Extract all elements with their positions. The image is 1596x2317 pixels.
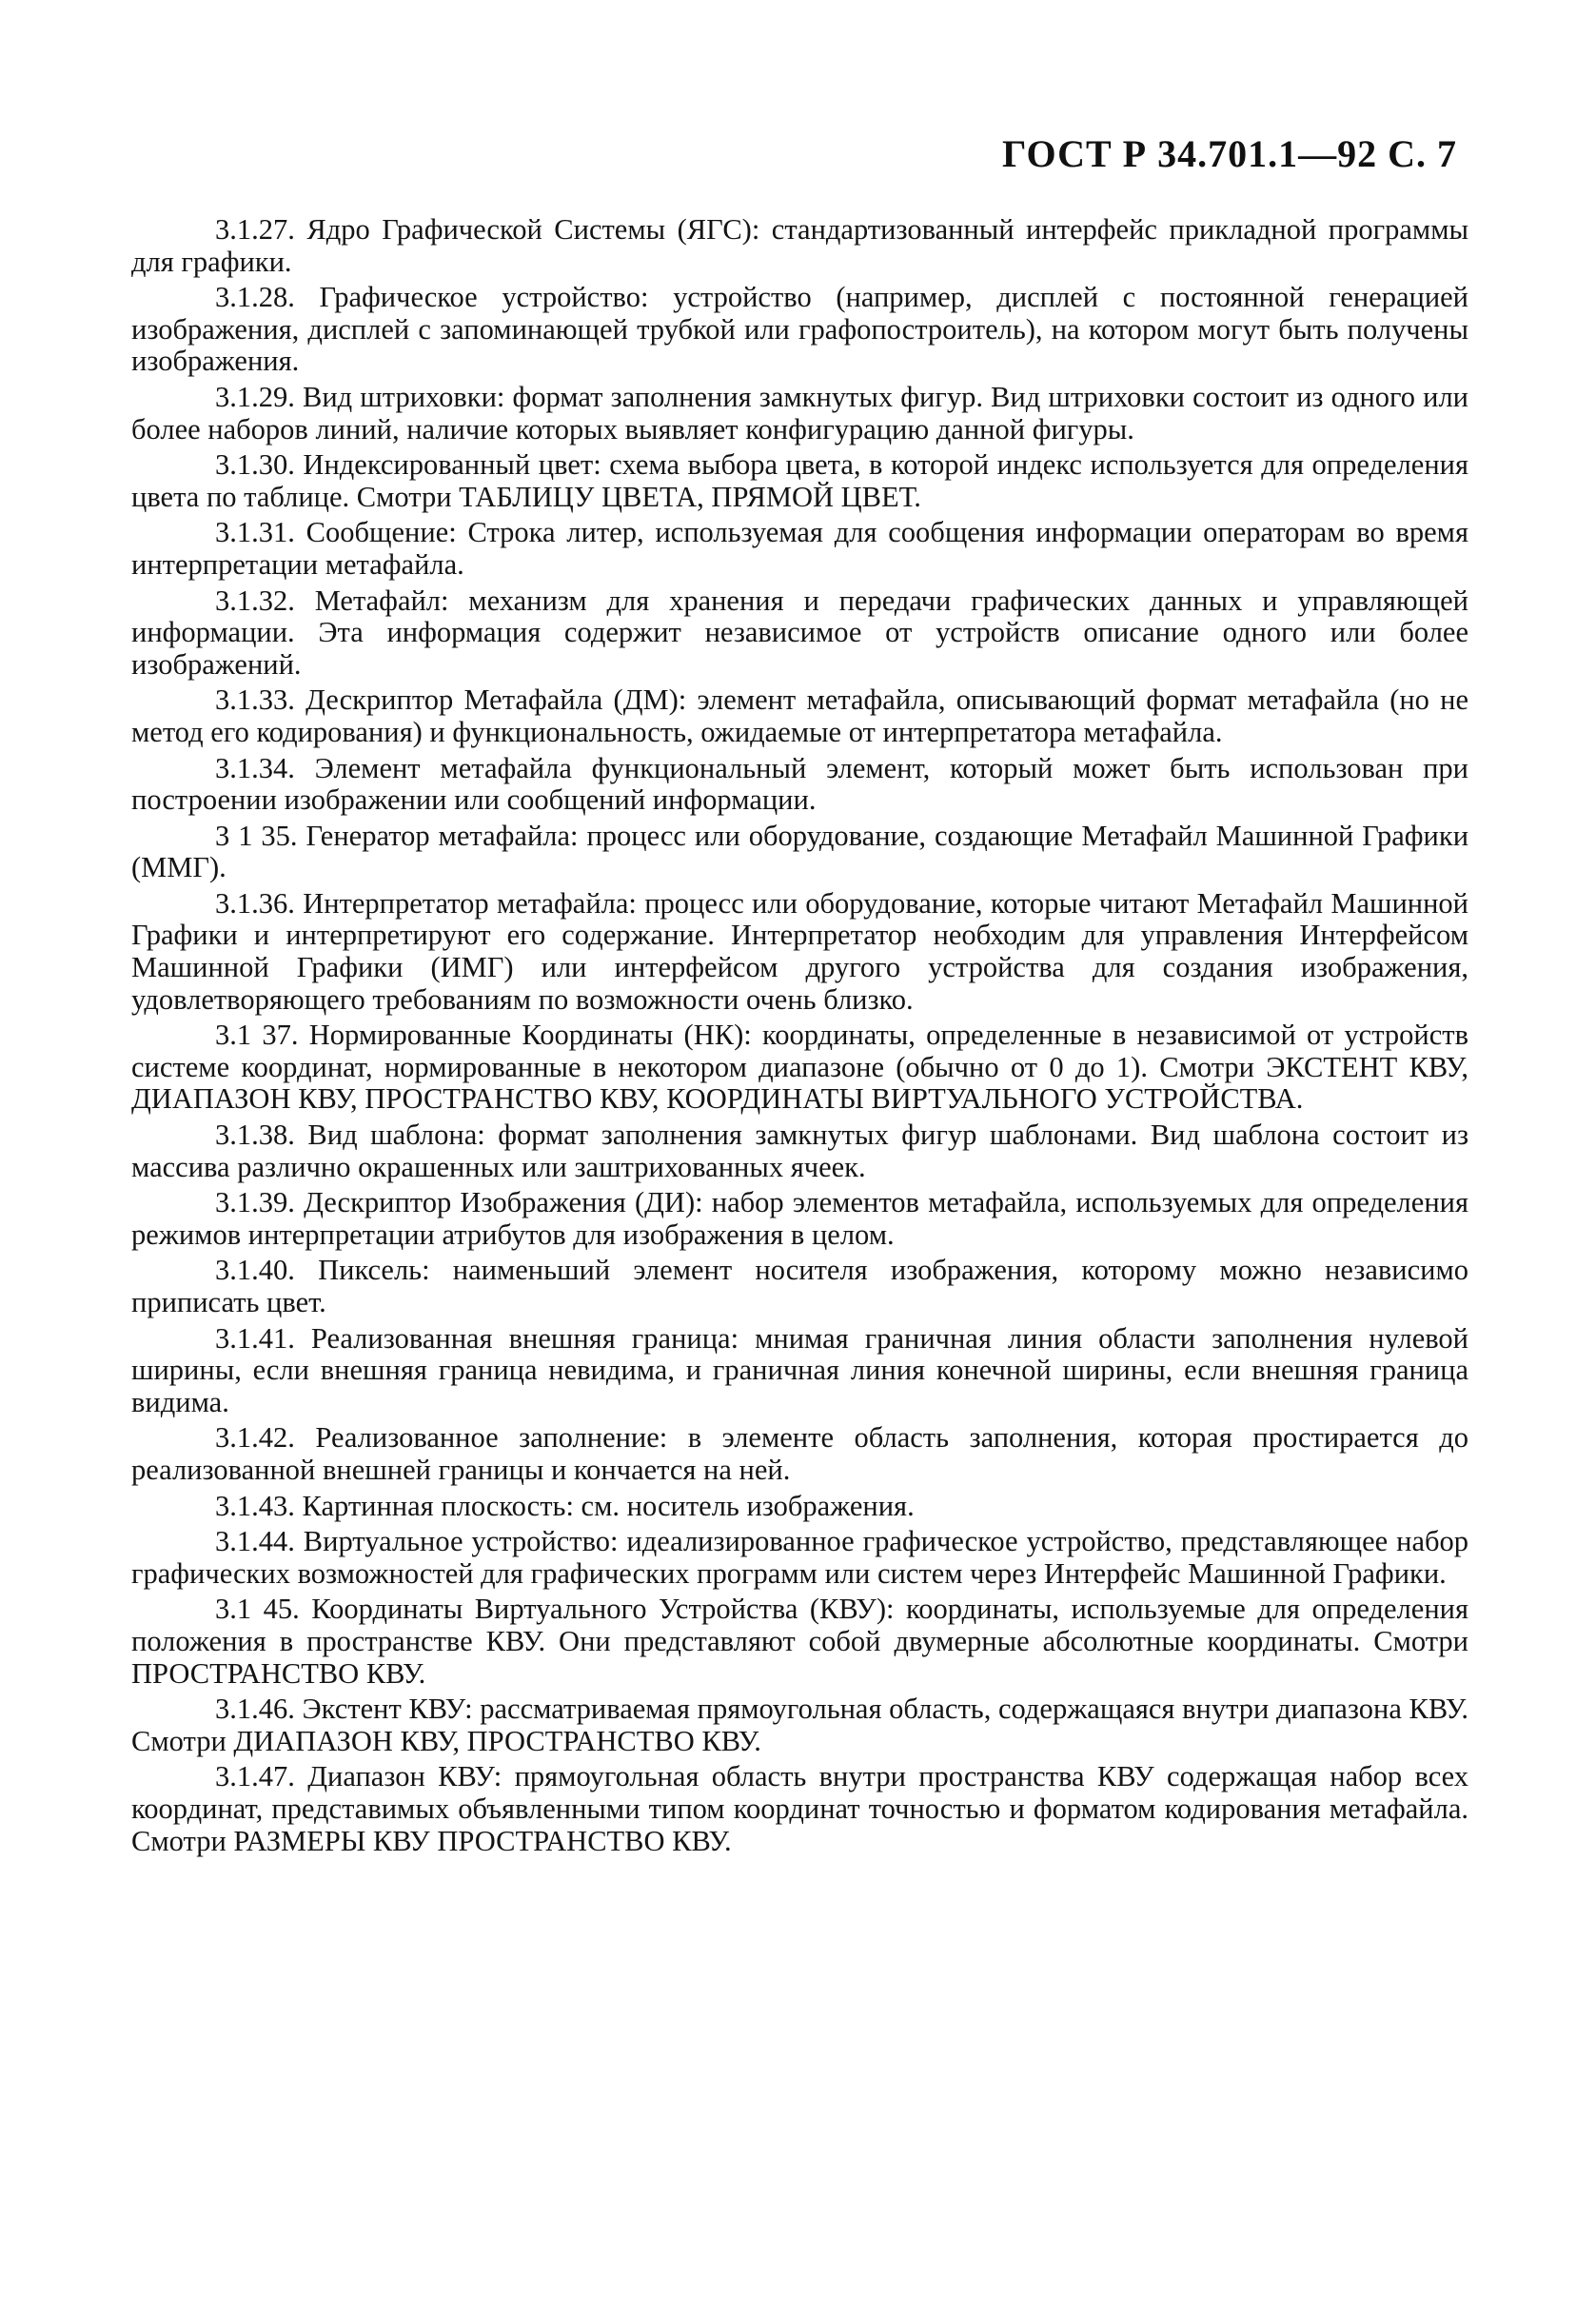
definition-3-1-44 [131,1526,1468,1590]
definition-3-1-31 [131,517,1468,581]
definition-text: Метафайл: механизм для хранения и передачи графических данных и управляющей информации. Эта информация содержит независимое от устройств описание одного или более изображений. [131,584,1468,681]
definition-text: Экстент КВУ: рассматриваемая прямоугольная область, содержащаяся внутри диапазона КВУ. Смотри ДИАПАЗОН КВУ, ПРОСТРАНСТВО КВУ. [131,1693,1468,1757]
definition-3-1-39 [131,1187,1468,1251]
definition-number: 3.1.31. [215,516,295,549]
definition-text: Генератор метафайла: процесс или оборудование, создающие Метафайл Машинной Графики (ММГ). [131,819,1469,884]
definition-3-1-40 [131,1255,1468,1318]
definition-3-1-29 [131,382,1468,446]
definition-number: 3.1.34. [215,751,295,784]
definition-text: Вид штриховки: формат заполнения замкнутых фигур. Вид штриховки состоит из одного или более наборов линий, наличие которых выявляет конфигурацию данной фигуры. [131,380,1469,446]
definition-number: 3.1.29. [215,380,295,413]
definition-text: Картинная плоскость: см. носитель изображения. [302,1489,915,1522]
definition-text: Сообщение: Строка литер, используемая для сообщения информации операторам во время интерпретации метафайла. [131,516,1468,581]
definition-text: Интерпретатор метафайла: процесс или оборудование, которые читают Метафайл Машинной Графики и интерпретируют его содержание. Интерпретатор необходим для управления Интерфейсом Машинной Графики (ИМГ) или интерфейсом другого устройства для создания изображения, удовлетворяющего требованиям по возможности очень близко. [131,886,1469,1016]
definition-number: 3.1.32. [215,584,295,617]
definition-3-1-28 [131,282,1468,378]
definition-number: 3.1.33. [215,683,295,717]
page-header: ГОСТ Р 34.701.1—92 С. 7 [1002,132,1457,175]
definition-text: Графическое устройство: устройство (например, дисплей с постоянной генерацией изображения, дисплей с запоминающей трубкой или графопостроитель), на котором могут быть получены изображения. [131,281,1469,378]
definition-number: 3.1.39. [215,1186,295,1219]
definition-text: Элемент метафайла функциональный элемент, который может быть использован при построении изображении или сообщений информации. [131,751,1468,817]
definition-text: Ядро Графической Системы (ЯГС): стандартизованный интерфейс прикладной программы для графики. [131,213,1469,278]
definition-number: 3.1.28. [215,281,295,314]
definition-text: Реализованное заполнение: в элементе область заполнения, которая простирается до реализованной внешней границы и кончается на ней. [131,1421,1469,1486]
definition-3-1-42 [131,1422,1468,1486]
definition-number: 3 1 35. [215,819,298,852]
definition-3-1-41 [131,1323,1468,1419]
definition-3-1-45 [131,1594,1468,1690]
definition-3-1-30 [131,449,1468,513]
definition-text: Виртуальное устройство: идеализированное графическое устройство, представляющее набор графических возможностей для графических программ или систем через Интерфейс Машинной Графики. [131,1525,1469,1590]
definition-3-1-37 [131,1020,1468,1116]
definition-number: 3.1.43. [215,1489,295,1522]
definition-number: 3.1 37. [215,1019,299,1052]
definition-3-1-35 [131,821,1468,884]
definition-text: Вид шаблона: формат заполнения замкнутых фигур шаблонами. Вид шаблона состоит из массива различно окрашенных или заштрихованных ячеек. [131,1119,1469,1183]
definition-3-1-38 [131,1119,1468,1183]
definition-3-1-36 [131,888,1468,1016]
definition-text: Нормированные Координаты (НК): координаты, определенные в независимой от устройств системе координат, нормированные в некотором диапазоне (обычно от 0 до 1). Смотри ЭКСТЕНТ КВУ, ДИАПАЗОН КВУ, ПРОСТРАНСТВО КВУ, КООРДИНАТЫ ВИРТУАЛЬНОГО УСТРОЙСТВА. [131,1019,1469,1116]
definition-3-1-46 [131,1693,1468,1757]
definition-3-1-34 [131,753,1468,817]
definition-text: Дескриптор Изображения (ДИ): набор элементов метафайла, используемых для определения режимов интерпретации атрибутов для изображения в целом. [131,1186,1468,1251]
definition-3-1-27 [131,214,1468,278]
definition-number: 3.1.30. [215,448,295,482]
definition-number: 3.1.44. [215,1525,295,1558]
definition-text: Реализованная внешняя граница: мнимая граничная линия области заполнения нулевой ширины, если внешняя граница невидима, и граничная линия конечной ширины, если внешняя граница видима. [131,1321,1469,1418]
definition-text: Дескриптор Метафайла (ДМ): элемент метафайла, описывающий формат метафайла (но не метод его кодирования) и функциональность, ожидаемые от интерпретатора метафайла. [131,683,1469,748]
definition-number: 3.1.36. [215,886,295,920]
definition-3-1-32 [131,585,1468,682]
definition-3-1-47 [131,1761,1468,1857]
definition-3-1-43 [131,1491,1468,1523]
definition-text: Диапазон КВУ: прямоугольная область внутри пространства КВУ содержащая набор всех координат, представимых объявленными типом координат точностью и форматом кодирования метафайла. Смотри РАЗМЕРЫ КВУ ПРОСТРАНСТВО КВУ. [131,1760,1468,1857]
definition-text: Координаты Виртуального Устройства (КВУ): координаты, используемые для определения положения в пространстве КВУ. Они представляют собой двумерные абсолютные координаты. Смотри ПРОСТРАНСТВО КВУ. [131,1593,1468,1690]
definition-number: 3.1.41. [215,1321,295,1355]
definition-number: 3.1.40. [215,1254,295,1287]
definition-text: Пиксель: наименьший элемент носителя изображения, которому можно независимо приписать цвет. [131,1254,1469,1318]
definitions-list [131,214,1468,1861]
definition-number: 3.1.38. [215,1119,295,1152]
definition-text: Индексированный цвет: схема выбора цвета, в которой индекс используется для определения цвета по таблице. Смотри ТАБЛИЦУ ЦВЕТА, ПРЯМОЙ ЦВЕТ. [131,448,1468,513]
definition-number: 3.1.42. [215,1421,295,1455]
definition-3-1-33 [131,684,1468,748]
definition-number: 3.1.27. [215,213,295,246]
definition-number: 3.1.46. [215,1693,295,1726]
definition-number: 3.1.47. [215,1760,295,1793]
definition-number: 3.1 45. [215,1593,300,1626]
